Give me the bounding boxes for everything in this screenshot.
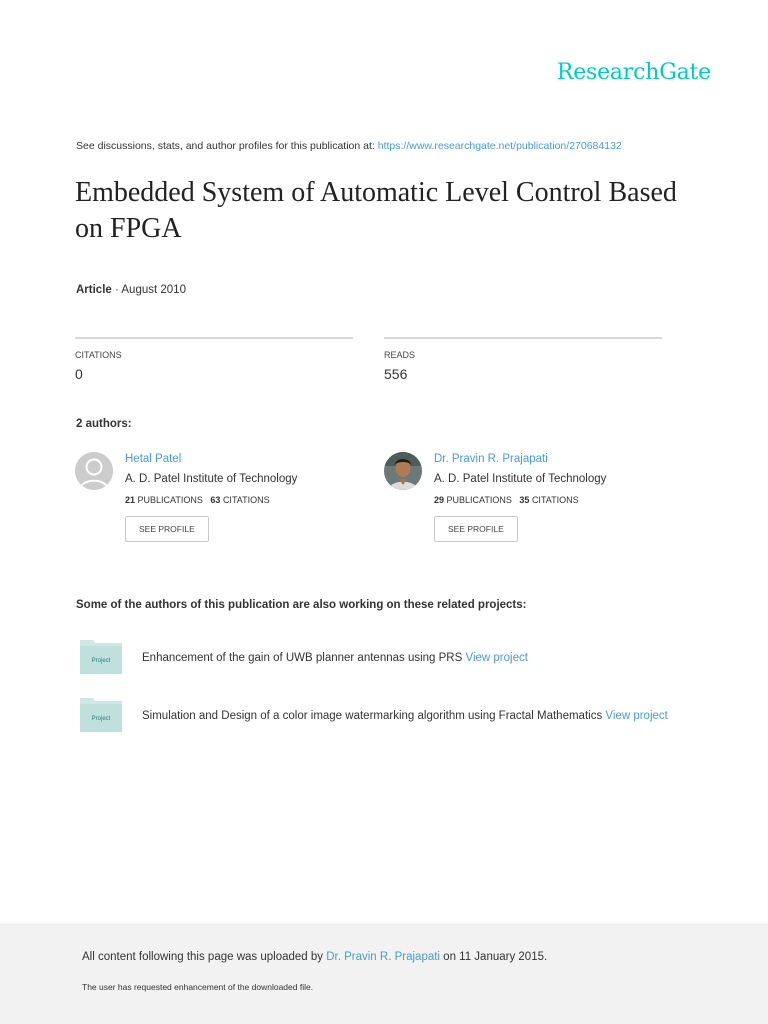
author-name-link[interactable]: Hetal Patel [125,453,182,465]
project-folder-icon[interactable] [80,638,122,674]
citations-stat [75,337,353,382]
project-title: Simulation and Design of a color image watermarking algorithm using Fractal Mathematics [142,710,606,722]
project-folder-icon[interactable] [80,696,122,732]
source-line-text: See discussions, stats, and author profiles for this publication at: [76,140,378,152]
publication-url-link[interactable]: https://www.researchgate.net/publication/270684132 [377,140,622,152]
default-user-avatar-icon[interactable] [75,452,113,490]
author-publications-count: 29 [434,495,445,505]
author-institution: A. D. Patel Institute of Technology [434,473,607,485]
researchgate-logo[interactable]: ResearchGate [556,60,711,85]
view-project-link[interactable]: View project [605,710,668,722]
citations-value: 0 [75,366,83,382]
project-folder-label: Project [91,658,111,664]
publication-date: · August 2010 [111,284,186,296]
download-note: The user has requested enhancement of the downloaded file. [82,982,314,992]
author-citations-count: 35 [519,495,530,505]
upload-footer [0,923,768,1024]
citations-label: CITATIONS [75,350,122,360]
project-text [142,652,528,664]
authors-heading: 2 authors: [76,418,132,430]
author-publications-label: PUBLICATIONS [446,495,512,505]
user-photo-avatar[interactable] [384,452,422,490]
see-profile-button[interactable]: SEE PROFILE [434,516,518,542]
project-text [142,710,668,722]
publication-type: Article [76,284,112,296]
author-citations-label: CITATIONS [531,495,579,505]
project-folder-label: Project [91,716,111,722]
uploader-link[interactable]: Dr. Pravin R. Prajapati [326,951,440,963]
author-institution: A. D. Patel Institute of Technology [125,473,298,485]
source-line [76,140,622,152]
author-stats [434,495,674,505]
author-publications-count: 21 [125,495,136,505]
author-publications-label: PUBLICATIONS [137,495,203,505]
reads-value: 556 [384,366,408,382]
related-project-item [80,638,720,674]
view-project-link[interactable]: View project [465,652,528,664]
reads-stat [384,337,662,382]
upload-info [82,951,547,963]
author-stats [125,495,365,505]
reads-label: READS [384,350,416,360]
related-projects-heading: Some of the authors of this publication are also working on these related projects: [76,599,527,611]
author-citations-count: 63 [210,495,221,505]
related-project-item [80,696,720,732]
publication-title: Embedded System of Automatic Level Control Based on FPGA [75,177,677,244]
upload-suffix: on 11 January 2015. [439,951,548,963]
upload-prefix: All content following this page was uploaded by [82,951,327,963]
project-title: Enhancement of the gain of UWB planner antennas using PRS [142,652,466,664]
author-citations-label: CITATIONS [222,495,270,505]
author-name-link[interactable]: Dr. Pravin R. Prajapati [434,453,548,465]
see-profile-button[interactable]: SEE PROFILE [125,516,209,542]
publication-meta [76,284,186,296]
